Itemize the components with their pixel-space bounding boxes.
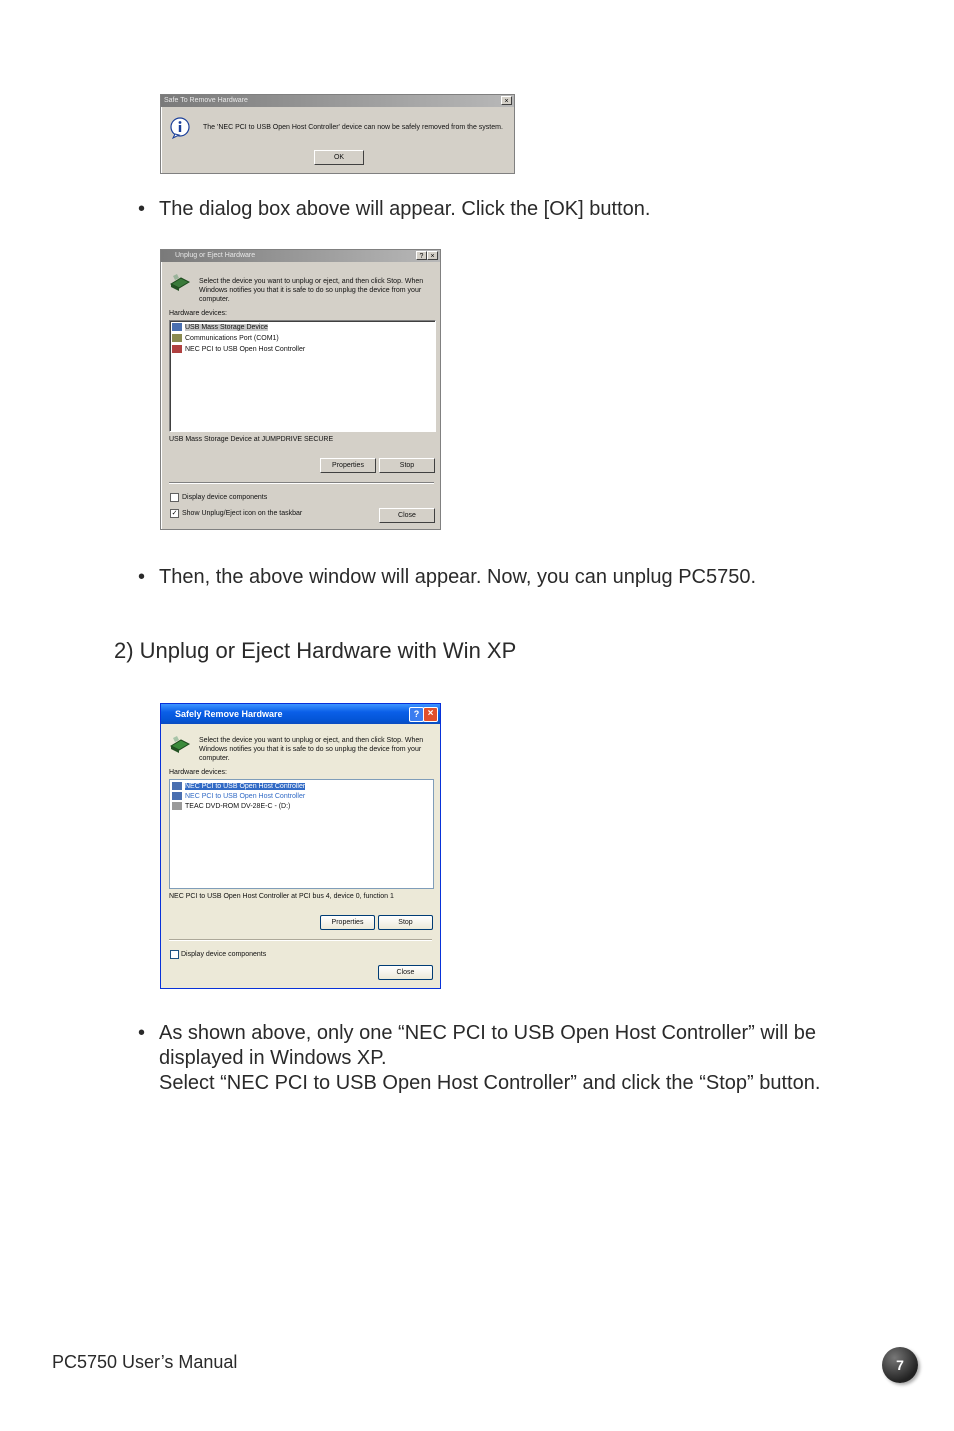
- usb-controller-icon: [172, 782, 182, 790]
- usb-controller-icon: [172, 792, 182, 800]
- footer-manual-title: PC5750 User’s Manual: [52, 1352, 238, 1372]
- port-icon: [172, 334, 182, 342]
- help-icon[interactable]: ?: [409, 707, 424, 722]
- device-label: TEAC DVD-ROM DV-28E-C - (D:): [185, 803, 291, 810]
- page-number-badge: 7: [882, 1347, 918, 1383]
- divider: [169, 939, 432, 941]
- intro-line: Select the device you want to unplug or eject, and then click Stop. When: [199, 278, 424, 285]
- device-label: Communications Port (COM1): [185, 335, 279, 342]
- intro-line: Windows notifies you that it is safe to do so unplug the device from your: [199, 287, 422, 294]
- dialog-title: Unplug or Eject Hardware: [175, 252, 256, 259]
- intro-line: Select the device you want to unplug or eject, and then click Stop. When: [199, 737, 424, 744]
- dialog-title-bar: [161, 704, 440, 724]
- hardware-device-list[interactable]: [169, 779, 434, 889]
- bullet-text: Then, the above window will appear. Now, you can unplug PC5750.: [159, 566, 757, 588]
- intro-line: computer.: [199, 755, 230, 762]
- device-status: USB Mass Storage Device at JUMPDRIVE SECURE: [169, 436, 334, 443]
- bullet-text: The dialog box above will appear. Click the [OK] button.: [159, 198, 651, 220]
- bullet-dot: •: [138, 1022, 146, 1044]
- section-heading: 2) Unplug or Eject Hardware with Win XP: [114, 638, 517, 663]
- help-icon[interactable]: ?: [416, 251, 427, 260]
- list-item[interactable]: [172, 782, 305, 791]
- dvd-drive-icon: [172, 802, 182, 810]
- close-icon[interactable]: ×: [501, 96, 512, 105]
- display-components-label: Display device components: [181, 951, 267, 958]
- list-item[interactable]: [172, 334, 279, 343]
- device-label: USB Mass Storage Device: [185, 324, 268, 331]
- list-item[interactable]: [172, 802, 290, 811]
- close-icon[interactable]: ×: [427, 251, 438, 260]
- divider: [169, 482, 434, 484]
- bullet-text-line: As shown above, only one “NEC PCI to USB Open Host Controller” will be: [159, 1022, 816, 1044]
- intro-line: Windows notifies you that it is safe to do so unplug the device from your: [199, 746, 422, 753]
- show-icon-checkbox[interactable]: ✓: [171, 510, 178, 517]
- safe-to-remove-dialog: [160, 94, 515, 174]
- dialog-message: The 'NEC PCI to USB Open Host Controller' device can now be safely removed from the system.: [203, 124, 503, 131]
- show-icon-label: Show Unplug/Eject icon on the taskbar: [182, 510, 303, 517]
- hardware-icon: [169, 734, 191, 756]
- info-icon: [169, 117, 191, 139]
- bullet-text-line: Select “NEC PCI to USB Open Host Controller” and click the “Stop” button.: [159, 1072, 821, 1094]
- bullet-dot: •: [138, 566, 146, 588]
- device-label: NEC PCI to USB Open Host Controller: [185, 346, 306, 353]
- intro-line: computer.: [199, 296, 230, 303]
- hardware-device-list[interactable]: [169, 320, 436, 432]
- stop-button[interactable]: Stop: [378, 915, 433, 930]
- unplug-eject-dialog: [160, 249, 441, 530]
- device-label: NEC PCI to USB Open Host Controller: [185, 793, 306, 800]
- list-item[interactable]: [172, 345, 305, 354]
- display-components-checkbox[interactable]: [170, 950, 179, 959]
- bullet-dot: •: [138, 198, 146, 220]
- stop-button[interactable]: Stop: [379, 458, 435, 473]
- usb-drive-icon: [172, 323, 182, 331]
- display-components-checkbox[interactable]: [170, 493, 179, 502]
- list-item[interactable]: [172, 323, 268, 332]
- device-status: NEC PCI to USB Open Host Controller at PCI bus 4, device 0, function 1: [169, 893, 394, 900]
- close-button[interactable]: Close: [379, 508, 435, 523]
- dialog-title: Safely Remove Hardware: [175, 709, 283, 719]
- ok-button[interactable]: OK: [314, 150, 364, 165]
- usb-controller-icon: [172, 345, 182, 353]
- close-icon[interactable]: ×: [423, 707, 438, 722]
- hardware-devices-label: Hardware devices:: [169, 769, 227, 776]
- dialog-title-bar: [161, 250, 440, 262]
- display-components-label: Display device components: [182, 494, 268, 501]
- close-button[interactable]: Close: [378, 965, 433, 980]
- device-label: NEC PCI to USB Open Host Controller: [185, 783, 306, 790]
- bullet-text-line: displayed in Windows XP.: [159, 1047, 387, 1069]
- properties-button[interactable]: Properties: [320, 458, 376, 473]
- hardware-devices-label: Hardware devices:: [169, 310, 227, 317]
- safely-remove-dialog: [160, 703, 441, 989]
- properties-button[interactable]: Properties: [320, 915, 375, 930]
- dialog-title: Safe To Remove Hardware: [164, 97, 248, 104]
- dialog-title-bar: [161, 95, 514, 107]
- list-item[interactable]: [172, 792, 305, 801]
- hardware-icon: [169, 272, 191, 294]
